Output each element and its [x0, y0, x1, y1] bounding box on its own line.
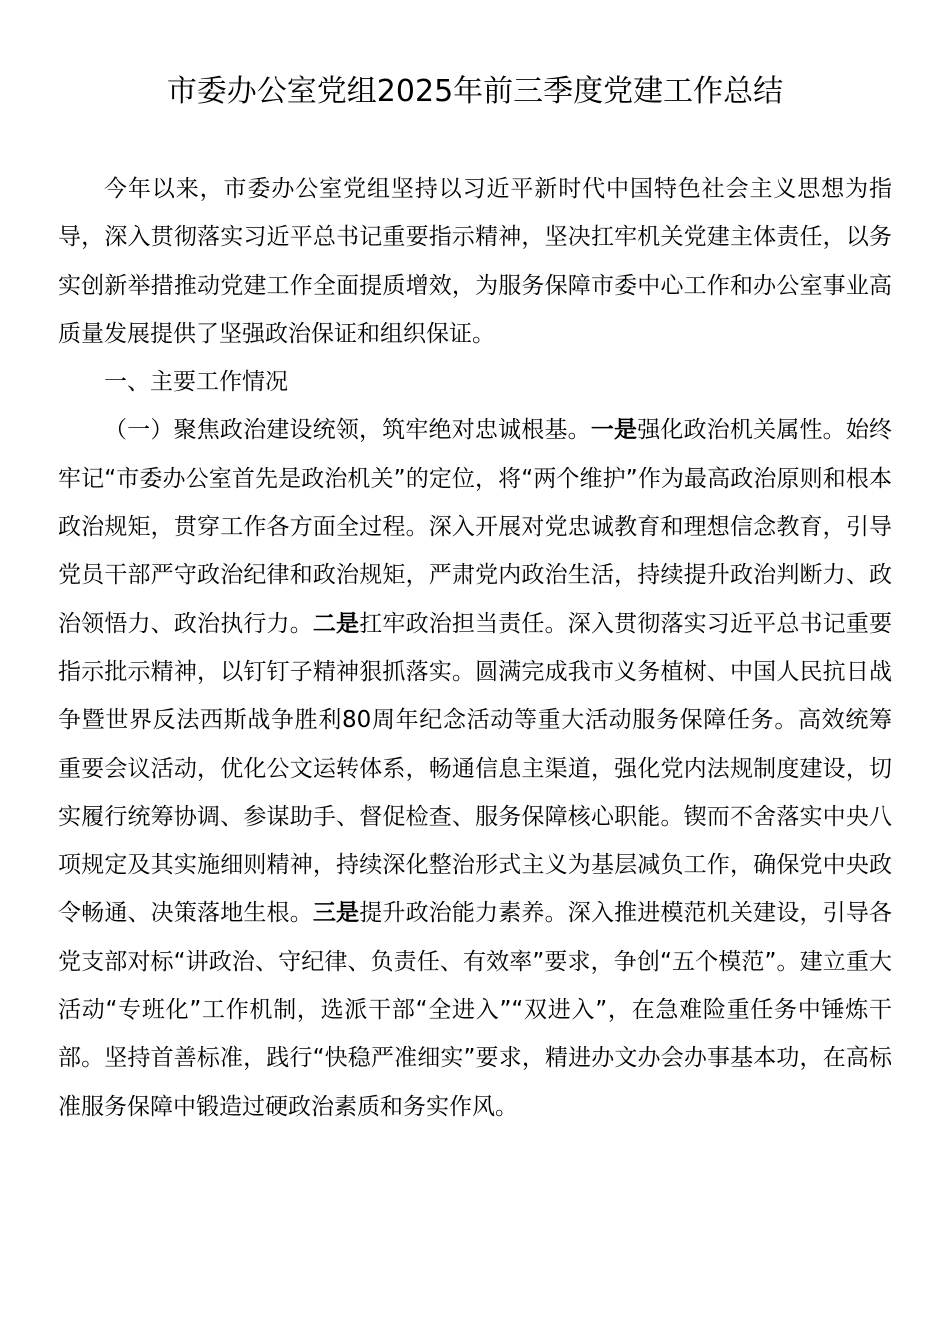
document-body	[58, 165, 892, 1131]
intro-paragraph: 今年以来，市委办公室党组坚持以习近平新时代中国特色社会主义思想为指导，深入贯彻落实习近平总书记重要指示精神，坚决扛牢机关党建主体责任，以务实创新举措推动党建工作全面提质增效，为服务保障市委中心工作和办公室事业高质量发展提供了坚强政治保证和组织保证。	[58, 176, 892, 347]
point-text-1: 强化政治机关属性。始终牢记“市委办公室首先是政治机关”的定位，将“两个维护”作为最高政治原则和根本政治规矩，贯穿工作各方面全过程。深入开展对党忠诚教育和理想信念教育，引导党员干部严守政治纪律和政治规矩，严肃党内政治生活，持续提升政治判断力、政治领悟力、政治执行力。	[58, 417, 893, 637]
subsection-heading: （一）聚焦政治建设统领，筑牢绝对忠诚根基。	[104, 417, 591, 444]
section-heading-main-work: 一、主要工作情况	[104, 369, 288, 396]
point-label-3: 三是	[312, 900, 360, 927]
document-title: 市委办公室党组2025年前三季度党建工作总结	[166, 74, 784, 109]
subsection-paragraph-political-building	[58, 406, 892, 1130]
point-label-1: 一是	[590, 417, 638, 444]
point-label-2: 二是	[312, 610, 360, 637]
document-page	[58, 0, 893, 1120]
point-text-2: 扛牢政治担当责任。深入贯彻落实习近平总书记重要指示批示精神，以钉钉子精神狠抓落实。圆满完成我市义务植树、中国人民抗日战争暨世界反法西斯战争胜利80周年纪念活动等重大活动服务保障任务。高效统筹重要会议活动，优化公文运转体系，畅通信息主渠道，强化党内法规制度建设，切实履行统筹协调、参谋助手、督促检查、服务保障核心职能。锲而不舍落实中央八项规定及其实施细则精神，持续深化整治形式主义为基层减负工作，确保党中央政令畅通、决策落地生根。	[58, 610, 893, 927]
point-text-3: 提升政治能力素养。深入推进模范机关建设，引导各党支部对标“讲政治、守纪律、负责任、有效率”要求，争创“五个模范”。建立重大活动“专班化”工作机制，选派干部“全进入”“双进入”，在急难险重任务中锤炼干部。坚持首善标准，践行“快稳严准细实”要求，精进办文办会办事基本功，在高标准服务保障中锻造过硬政治素质和务实作风。	[58, 900, 893, 1120]
